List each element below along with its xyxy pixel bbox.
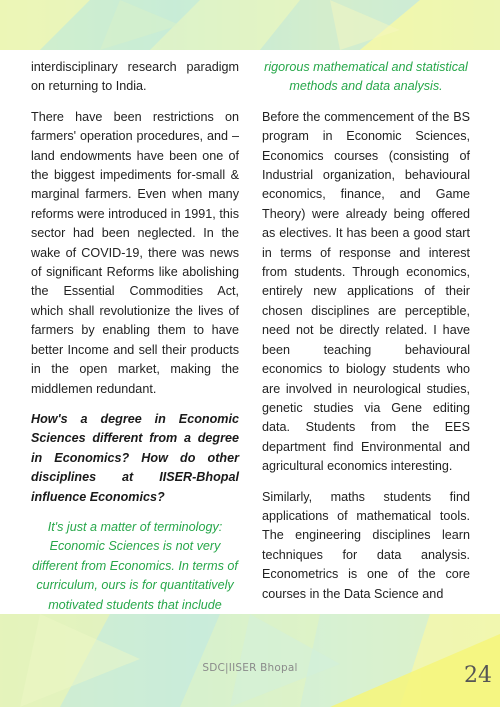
intro-paragraph: interdisciplinary research paradigm on returning to India. — [31, 60, 239, 94]
farmers-paragraph: There have been restrictions on farmers' operation procedures, and – land endowments have been one of the biggest impediments for-small & marginal farmers. Even when many reforms were introduced in 1991, this sector had been neglected. In the wake of COVID-19, there was news of significant Reforms like abolishing the Essential Commodities Act, which shall revolutionize the lives of farmers by enabling them to have better Income and sell their products in the open market, making the middlemen redundant. — [31, 109, 239, 396]
bottom-banner-pattern — [0, 614, 500, 707]
top-banner-pattern — [0, 0, 500, 50]
page-number: 24 — [464, 663, 492, 688]
bottom-decorative-banner — [0, 614, 500, 707]
bs-program-paragraph: Before the commencement of the BS program in Economic Sciences, Economics courses (consisting of Industrial organization, behavioural economics, finance, and Game Theory) were already being offered as electives. It has been a good start in terms of response and interest from students. Through economics, entirely new applications of their chosen disciplines are perceptible, need not be directly related. I have been teaching behavioural economics to biology students who are involved in neurological studies, genetic studies via Gene editing data. Students from the EES department find Environmental and agricultural economics interesting. — [262, 109, 470, 474]
left-column — [31, 58, 239, 615]
footer-publication-label: SDC|IISER Bhopal — [202, 662, 298, 674]
maths-paragraph: Similarly, maths students find applications of mathematical tools. The engineering disciplines learn techniques for data analysis. Econometrics is one of the core courses in the Data Science and — [262, 489, 470, 601]
interview-answer-start: It's just a matter of terminology: Economic Sciences is not very different from Economics. In terms of curriculum, ours is for quantitatively motivated students that include — [32, 519, 238, 612]
right-column — [262, 58, 470, 604]
top-decorative-banner — [0, 0, 500, 50]
interview-answer-continued: rigorous mathematical and statistical methods and data analysis. — [264, 60, 468, 94]
interview-question: How's a degree in Economic Sciences different from a degree in Economics? How do other disciplines at IISER-Bhopal influence Economics? — [31, 411, 239, 504]
